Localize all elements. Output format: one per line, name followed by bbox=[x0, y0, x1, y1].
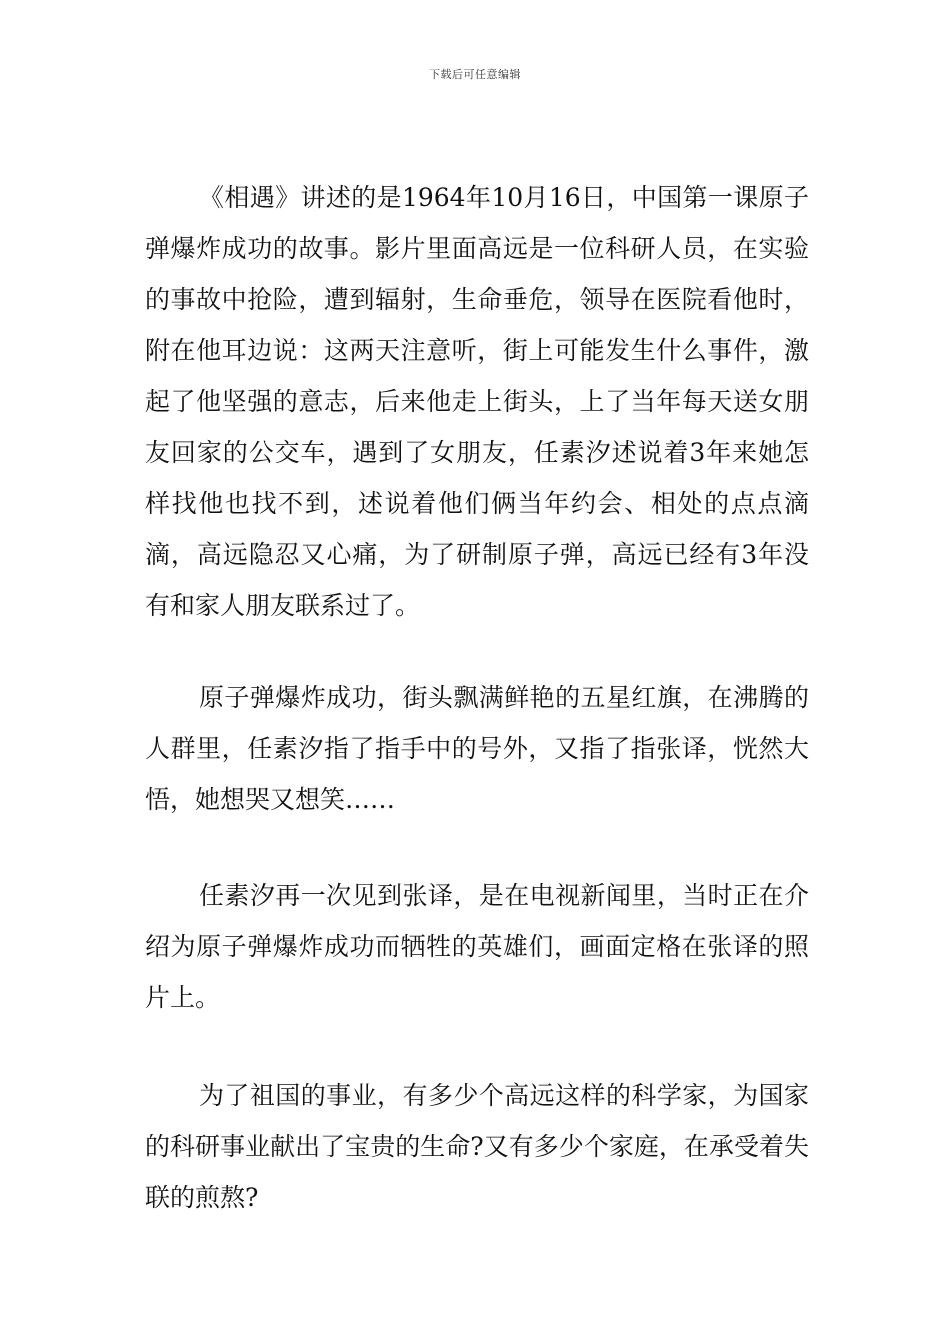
paragraph-3: 任素汐再一次见到张译，是在电视新闻里，当时正在介绍为原子弹爆炸成功而牺牲的英雄们，画面定格在张译的照片上。 bbox=[145, 881, 809, 1012]
page-header: 下载后可任意编辑 bbox=[429, 68, 521, 81]
paragraph-4: 为了祖国的事业，有多少个高远这样的科学家，为国家的科研事业献出了宝贵的生命?又有多少个家庭，在承受着失联的煎熬? bbox=[145, 1081, 809, 1212]
paragraph-2: 原子弹爆炸成功，街头飘满鲜艳的五星红旗，在沸腾的人群里，任素汐指了指手中的号外，又指了指张译，恍然大悟，她想哭又想笑…… bbox=[145, 683, 809, 814]
paragraph-1: 《相遇》讲述的是1964年10月16日，中国第一课原子弹爆炸成功的故事。影片里面高远是一位科研人员，在实验的事故中抢险，遭到辐射，生命垂危，领导在医院看他时，附在他耳边说：这两天注意听，街上可能发生什么事件，激起了他坚强的意志，后来他走上街头，上了当年每天送女朋友回家的公交车，遇到了女朋友，任素汐述说着3年来她怎样找他也找不到，述说着他们俩当年约会、相处的点点滴滴，高远隐忍又心痛，为了研制原子弹，高远已经有3年没有和家人朋友联系过了。 bbox=[145, 183, 809, 620]
